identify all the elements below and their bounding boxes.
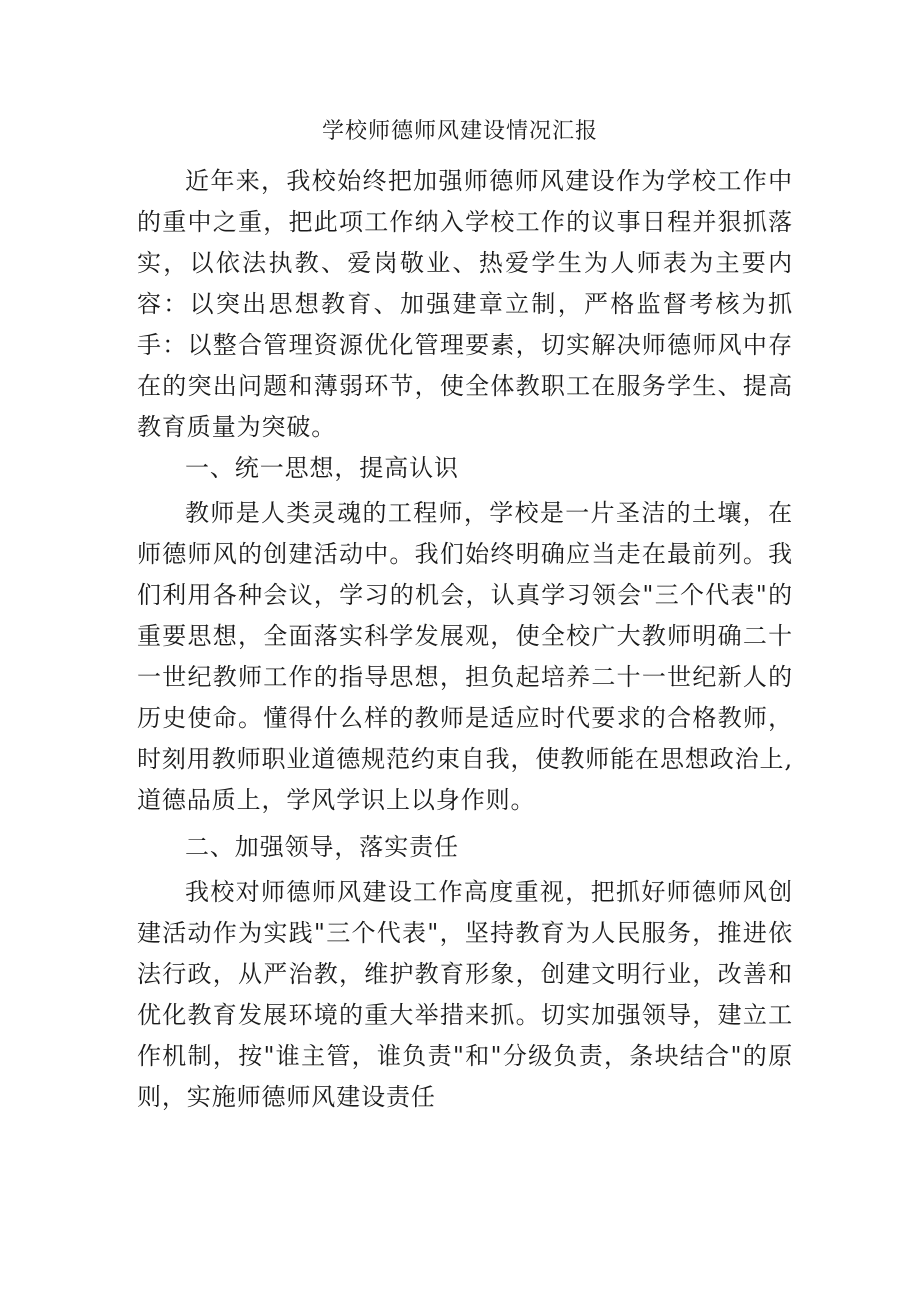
document-title: 学校师德师风建设情况汇报 (321, 119, 598, 144)
section-1-paragraph: 教师是人类灵魂的工程师，学校是一片圣洁的土壤，在师德师风的创建活动中。我们始终明确应当走在最前列。我们利用各种会议，学习的机会，认真学习领会"三个代表"的重要思想，全面落实科学发展观，使全校广大教师明确二十一世纪教师工作的指导思想，担负起培养二十一世纪新人的历史使命。懂得什么样的教师是适应时代要求的合格教师，时刻用教师职业道德规范约束自我，使教师能在思想政治上,道德品质上，学风学识上以身作则。 (137, 499, 793, 814)
document-body (137, 161, 793, 1118)
section-1-heading: 一、统一思想，提高认识 (185, 454, 459, 482)
section-2-heading: 二、加强领导，落实责任 (185, 833, 459, 861)
section-2-paragraph: 我校对师德师风建设工作高度重视，把抓好师德师风创建活动作为实践"三个代表"，坚持教育为人民服务，推进依法行政，从严治教，维护教育形象，创建文明行业，改善和优化教育发展环境的重大举措来抓。切实加强领导，建立工作机制，按"谁主管，谁负责"和"分级负责，条块结合"的原则，实施师德师风建设责任 (137, 878, 793, 1111)
intro-paragraph: 近年来，我校始终把加强师德师风建设作为学校工作中的重中之重，把此项工作纳入学校工作的议事日程并狠抓落实，以依法执教、爱岗敬业、热爱学生为人师表为主要内容：以突出思想教育、加强建章立制，严格监督考核为抓手：以整合管理资源优化管理要素，切实解决师德师风中存在的突出问题和薄弱环节，使全体教职工在服务学生、提高教育质量为突破。 (137, 167, 793, 441)
